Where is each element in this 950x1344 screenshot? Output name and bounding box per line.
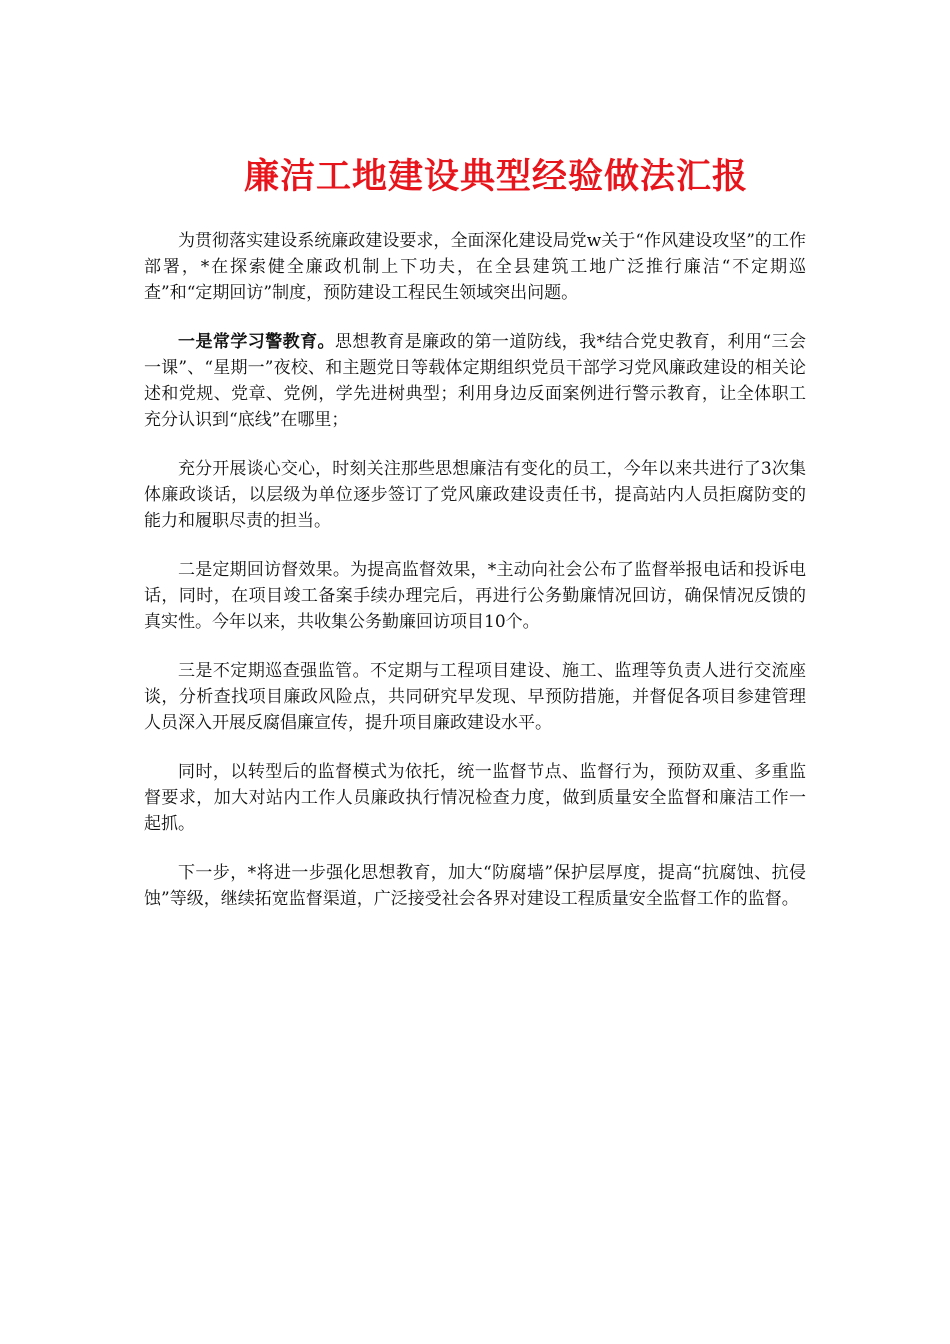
paragraph-lead-heading: 一是常学习警教育。 — [178, 332, 335, 352]
paragraph-next-steps — [144, 860, 806, 912]
paragraph-return-visits — [144, 557, 806, 635]
paragraph-text: 同时，以转型后的监督模式为依托，统一监督节点、监督行为，预防双重、多重监督要求，加大对站内工作人员廉政执行情况检查力度，做到质量安全监督和廉洁工作一起抓。 — [144, 762, 806, 834]
paragraph-heart-talks — [144, 456, 806, 534]
paragraph-text: 为贯彻落实建设系统廉政建设要求，全面深化建设局党w关于“作风建设攻坚”的工作部署，*在探索健全廉政机制上下功夫，在全县建筑工地广泛推行廉洁“不定期巡查”和“定期回访”制度，预防建设工程民生领域突出问题。 — [144, 231, 806, 303]
paragraph-intro — [144, 228, 806, 306]
document-body — [144, 228, 806, 935]
paragraph-text: 思想教育是廉政的第一道防线，我*结合党史教育，利用“三会一课”、“星期一”夜校、和主题党日等载体定期组织党员干部学习党风廉政建设的相关论述和党规、党章、党例，学先进树典型；利用身边反面案例进行警示教育，让全体职工充分认识到“底线”在哪里； — [144, 332, 806, 430]
paragraph-supervision-model — [144, 759, 806, 837]
paragraph-inspections — [144, 658, 806, 736]
paragraph-text: 充分开展谈心交心，时刻关注那些思想廉洁有变化的员工，今年以来共进行了3次集体廉政谈话，以层级为单位逐步签订了党风廉政建设责任书，提高站内人员拒腐防变的能力和履职尽责的担当。 — [144, 459, 806, 531]
paragraph-text: 下一步，*将进一步强化思想教育，加大“防腐墙”保护层厚度，提高“抗腐蚀、抗侵蚀”等级，继续拓宽监督渠道，广泛接受社会各界对建设工程质量安全监督工作的监督。 — [144, 863, 806, 909]
document-title: 廉洁工地建设典型经验做法汇报 — [243, 156, 748, 197]
paragraph-text: 二是定期回访督效果。为提高监督效果，*主动向社会公布了监督举报电话和投诉电话，同时，在项目竣工备案手续办理完后，再进行公务勤廉情况回访，确保情况反馈的真实性。今年以来，共收集公务勤廉回访项目10个。 — [144, 560, 806, 632]
paragraph-education — [144, 329, 806, 433]
paragraph-text: 三是不定期巡查强监管。不定期与工程项目建设、施工、监理等负责人进行交流座谈，分析查找项目廉政风险点，共同研究早发现、早预防措施，并督促各项目参建管理人员深入开展反腐倡廉宣传，提升项目廉政建设水平。 — [144, 661, 806, 733]
